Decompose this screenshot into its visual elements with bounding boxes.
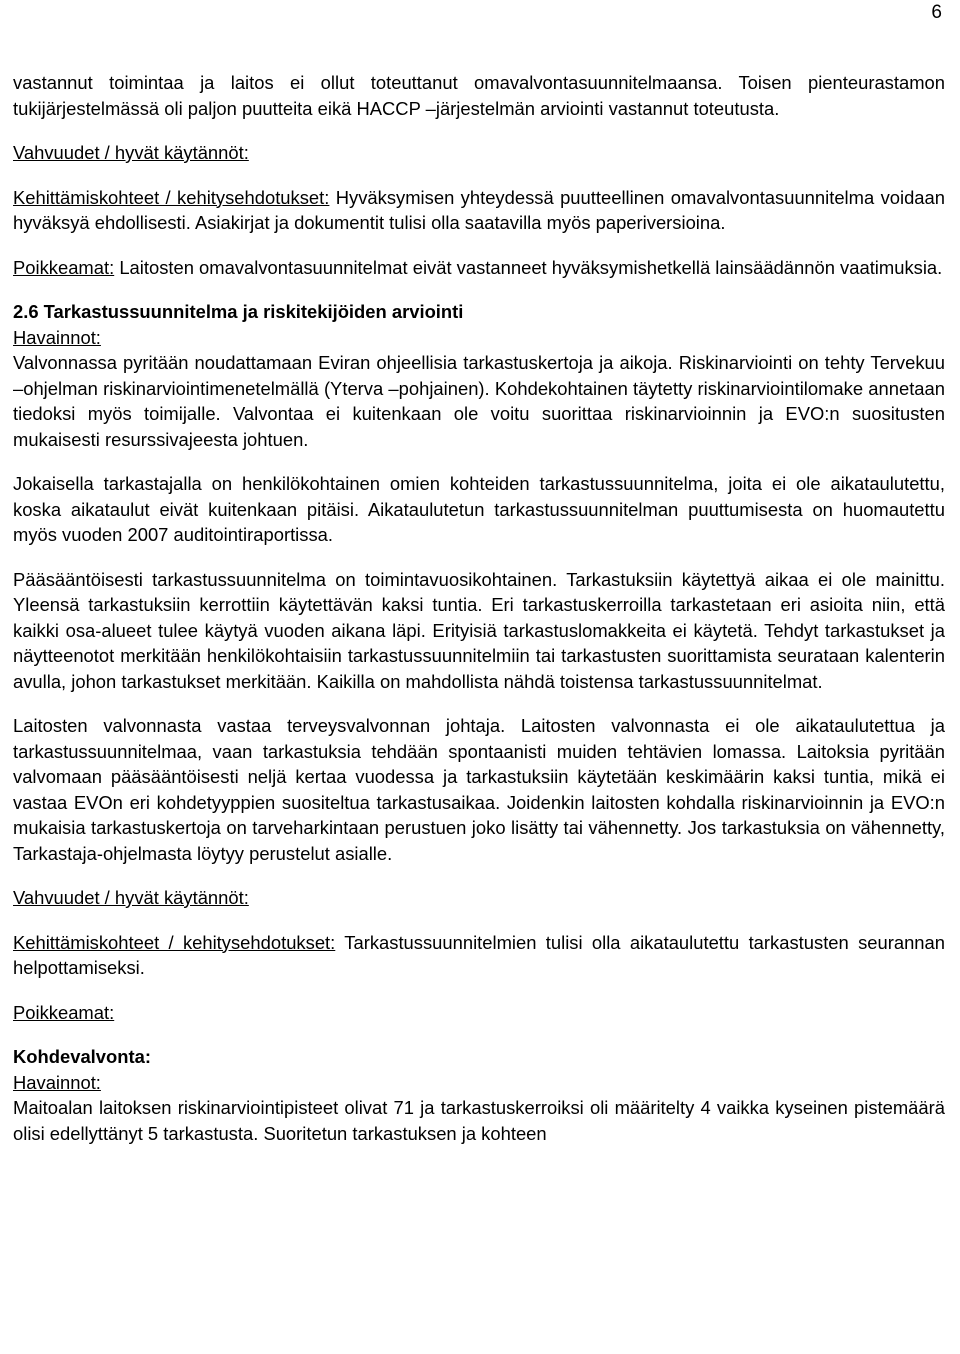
document-body xyxy=(13,70,945,1146)
development-text: Hyväksymisen yhteydessä puutteellinen omavalvontasuunnitelma voidaan hyväksyä ehdollisesti. Asiakirjat ja dokumentit tulisi olla saatavilla myös paperiversioina. xyxy=(13,186,945,233)
development-text-2: Tarkastussuunnitelmien tulisi olla aikataulutettu tarkastusten seurannan helpottamiseksi. xyxy=(13,931,945,978)
paragraph-facility-supervision: Laitosten valvonnasta vastaa terveysvalvonnan johtaja. Laitosten valvonnasta ei ole aikataulutettua ja tarkastussuunnitelmaa, vaan tarkastuksia tehdään spontaanisti muiden tehtävien lomassa. Laitoksia pyritään valvomaan pääsääntöisesti neljä kertaa vuodessa ja tarkastuksiin käytetään keskimäärin kaksi tuntia, mikä ei vastaa EVOn eri kohdetyyppien suositeltua tarkastusaikaa. Joidenkin laitosten kohdalla riskinarvioinnin ja EVO:n mukaisia tarkastuskertoja on tarveharkintaan perustuen joko lisätty tai vähennetty. Jos tarkastuksia on vähennetty, Tarkastaja-ohjelmasta löytyy perustelut asialle. xyxy=(13,715,945,864)
development-label: Kehittämiskohteet / kehitysehdotukset: xyxy=(13,186,330,208)
observations-label-2: Havainnot: xyxy=(13,1071,101,1093)
paragraph-plan-details: Pääsääntöisesti tarkastussuunnitelma on toimintavuosikohtainen. Tarkastuksiin käytettyä aikaa ei ole mainittu. Yleensä tarkastuksiin kerrottiin käytettävän kaksi tuntia. Eri tarkastuskerroilla tarkastetaan eri asioita niin, että kaikki osa-alueet tulee käytyä vuoden aikana läpi. Erityisiä tarkastuslomakkeita ei käytetä. Tehdyt tarkastukset ja näytteenotot merkitään henkilökohtaisiin tarkastussuunnitelmiin tai tarkastusten suorittamista seurataan kalenterin avulla, johon tarkastukset merkitään. Kaikilla on mahdollista nähdä toistensa tarkastussuunnitelmat. xyxy=(13,568,945,692)
deviations-text: Laitosten omavalvontasuunnitelmat eivät vastanneet hyväksymishetkellä lainsäädännön vaatimuksia. xyxy=(114,256,943,278)
paragraph-dairy-facility: Maitoalan laitoksen riskinarviointipisteet olivat 71 ja tarkastuskerroiksi oli määritelty 4 vaikka kyseinen pistemäärä olisi edellyttänyt 5 tarkastusta. Suoritetun tarkastuksen ja kohteen xyxy=(13,1097,945,1144)
development-paragraph xyxy=(13,185,945,236)
strengths-label: Vahvuudet / hyvät käytännöt: xyxy=(13,142,249,163)
observations-label: Havainnot: xyxy=(13,326,101,348)
strengths-label-2: Vahvuudet / hyvät käytännöt: xyxy=(13,887,249,908)
page-number: 6 xyxy=(931,2,942,23)
paragraph-observations: Valvonnassa pyritään noudattamaan Eviran ohjeellisia tarkastuskertoja ja aikoja. Riskinarviointi on tehty Tervekuu –ohjelman riskinarviointimenetelmällä (Yterva –pohjainen). Kohdekohtainen täytetty riskinarviointilomake annetaan tiedoksi myös toimijalle. Valvontaa ei kuitenkaan ole voitu suorittaa riskinarvioinnin ja EVO:n suositusten mukaisesti resurssivajeesta johtuen. xyxy=(13,352,945,450)
development-paragraph-2 xyxy=(13,930,945,981)
section-heading: 2.6 Tarkastussuunnitelma ja riskitekijöiden arviointi xyxy=(13,301,464,322)
strengths-line xyxy=(13,140,945,166)
deviations-label: Poikkeamat: xyxy=(13,256,115,278)
strengths-line-2 xyxy=(13,885,945,911)
deviations-label-2: Poikkeamat: xyxy=(13,1001,115,1023)
development-label-2: Kehittämiskohteet / kehitysehdotukset: xyxy=(13,931,336,953)
target-supervision-heading: Kohdevalvonta: xyxy=(13,1046,151,1067)
deviations-line-2 xyxy=(13,1000,945,1026)
paragraph-inspectors-plan: Jokaisella tarkastajalla on henkilökohtainen omien kohteiden tarkastussuunnitelma, joita ei ole aikataulutettu, koska aikataulut eivät kuitenkaan pitäisi. Aikataulutetun tarkastussuunnitelman puuttumisesta on huomautettu myös vuoden 2007 auditointiraportissa. xyxy=(13,473,945,545)
deviations-paragraph xyxy=(13,255,945,281)
paragraph-intro: vastannut toimintaa ja laitos ei ollut toteuttanut omavalvontasuunnitelmaansa. Toisen pienteurastamon tukijärjestelmässä oli paljon puutteita eikä HACCP –järjestelmän arviointi vastannut toteutusta. xyxy=(13,72,945,119)
